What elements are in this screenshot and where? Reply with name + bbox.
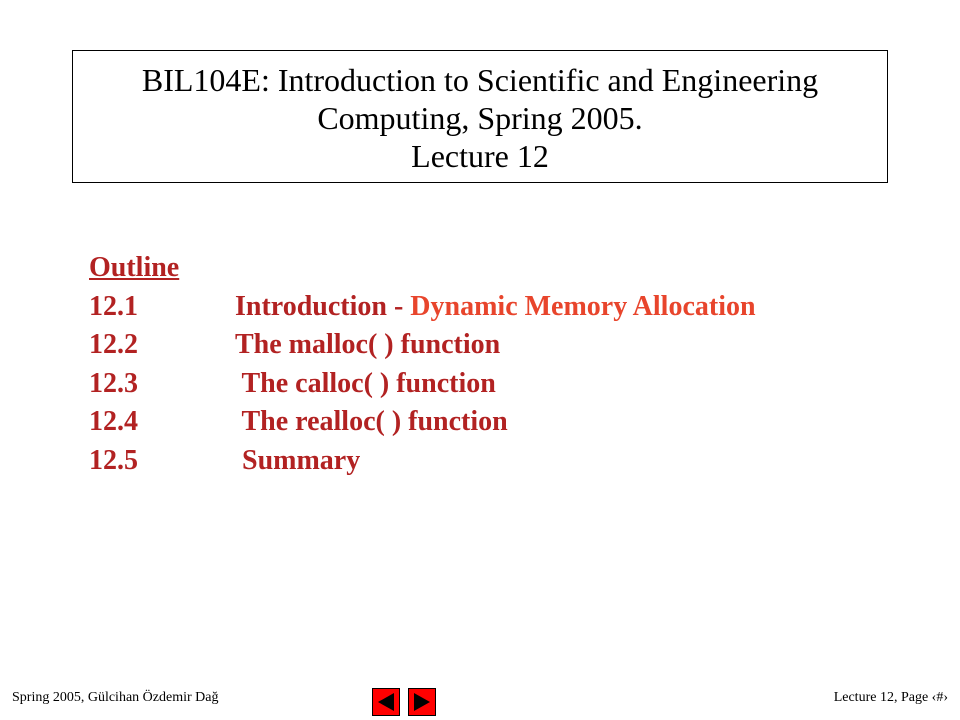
outline-item-text: The calloc( ) function	[235, 367, 496, 399]
footer-page-number: Lecture 12, Page ‹#›	[833, 690, 948, 705]
outline-item-text-highlight: Dynamic Memory Allocation	[410, 290, 756, 322]
outline-item-text: The realloc( ) function	[235, 406, 508, 437]
outline-item-number: 12.2	[89, 329, 138, 360]
left-arrow-icon	[373, 689, 399, 715]
outline-item-number: 12.1	[89, 290, 138, 322]
outline-item-text: Summary	[235, 444, 361, 476]
outline-item	[89, 403, 508, 442]
right-arrow-icon	[409, 689, 435, 715]
outline-item	[89, 288, 756, 327]
outline-item	[89, 326, 501, 365]
outline-item-text-lead: Introduction -	[235, 290, 411, 322]
outline-section	[89, 249, 756, 480]
title-line-2: Computing, Spring 2005.	[317, 100, 643, 136]
title-line-3: Lecture 12	[411, 138, 549, 174]
previous-slide-button[interactable]	[372, 688, 400, 716]
outline-item	[89, 442, 361, 481]
outline-item-number: 12.4	[89, 406, 138, 437]
next-slide-button[interactable]	[408, 688, 436, 716]
title-line-1: BIL104E: Introduction to Scientific and Engineering	[141, 62, 819, 98]
outline-item-text: The malloc( ) function	[235, 329, 501, 360]
outline-heading: Outline	[89, 252, 180, 283]
outline-item-number: 12.5	[89, 444, 138, 476]
outline-item	[89, 365, 496, 404]
outline-item-number: 12.3	[89, 367, 138, 399]
footer-author: Spring 2005, Gülcihan Özdemir Dağ	[12, 690, 219, 705]
slide-title	[72, 50, 888, 183]
outline-item-text	[235, 288, 756, 327]
